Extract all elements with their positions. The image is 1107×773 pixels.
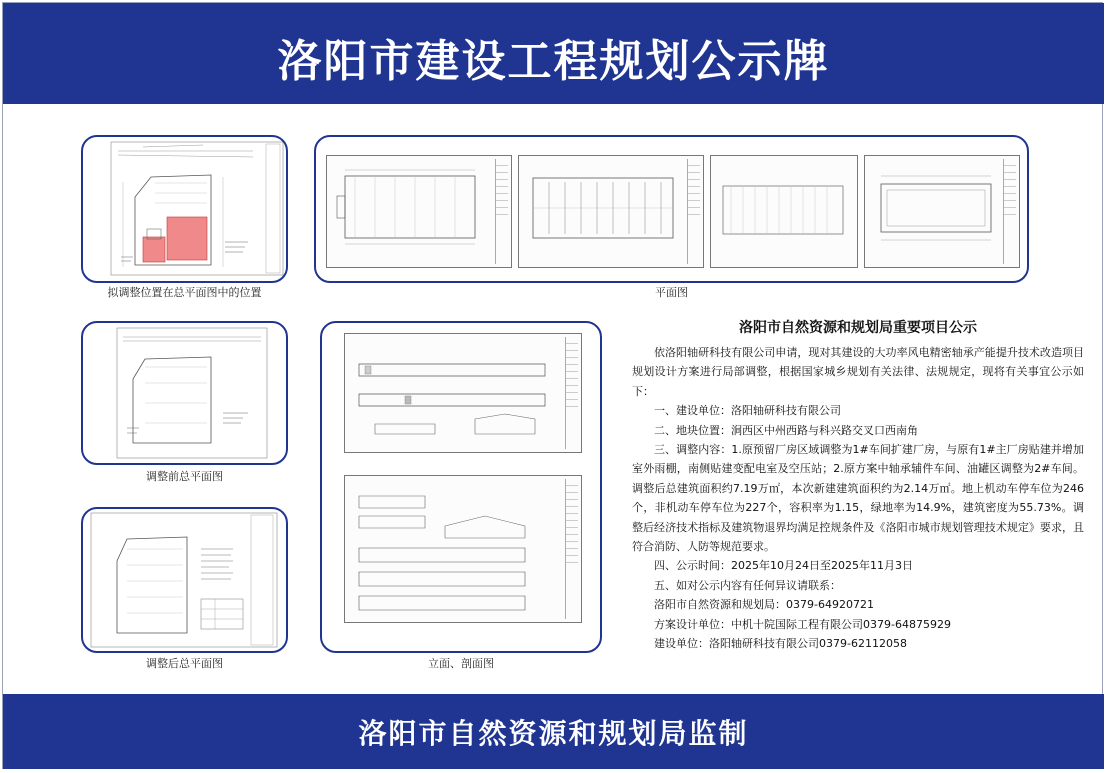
elevation-sheet-2 (344, 475, 582, 623)
notice-item-5: 五、如对公示内容有任何异议请联系： (654, 578, 841, 592)
notice-contact-1: 洛阳市自然资源和规划局：0379-64920721 (654, 598, 874, 612)
notice-block (632, 317, 1084, 654)
after-plan-panel (81, 507, 288, 653)
notice-item-1: 一、建设单位：洛阳轴研科技有限公司 (654, 404, 841, 418)
caption-before-plan: 调整前总平面图 (146, 470, 223, 483)
before-plan-panel (81, 321, 288, 465)
floor-plan-sheet-1 (326, 155, 512, 268)
notice-item-4: 四、公示时间：2025年10月24日至2025年11月3日 (654, 559, 913, 573)
after-plan-drawing (83, 509, 286, 651)
caption-site-position: 拟调整位置在总平面图中的位置 (107, 286, 262, 299)
site-position-panel (81, 135, 288, 283)
elevation-sheet-1 (344, 333, 582, 453)
elevations-panel (320, 321, 602, 653)
site-position-drawing (83, 137, 286, 281)
caption-elevations: 立面、剖面图 (428, 657, 494, 670)
notice-item-2: 二、地块位置：涧西区中州西路与科兴路交叉口西南角 (654, 423, 918, 437)
floor-plan-sheet-4 (864, 155, 1020, 268)
board-title: 洛阳市建设工程规划公示牌 (277, 36, 830, 87)
caption-after-plan: 调整后总平面图 (146, 657, 223, 670)
footer-banner (3, 694, 1104, 769)
notice-contact-2: 方案设计单位：中机十院国际工程有限公司0379-64875929 (654, 617, 951, 631)
notice-title: 洛阳市自然资源和规划局重要项目公示 (739, 320, 977, 336)
notice-item-3: 三、调整内容：1.原预留厂房区域调整为1#车间扩建厂房，与原有1#主厂房贴建并增加室外雨棚，南侧贴建变配电室及空压站；2.原方案中轴承辅件车间、油罐区调整为2#车间。调整后总建筑面积约7.19万㎡，本次新建建筑面积约为2.14万㎡。地上机动车停车位为246个，非机动车停车位为227个，容积率为1.15，绿地率为14.9%，建筑密度为55.73%。调整后经济技术指标及建筑物退界均满足控规条件及《洛阳市城市规划管理技术规定》要求，且符合消防、人防等规范要求。 (632, 443, 1084, 554)
floor-plan-sheet-3 (710, 155, 858, 268)
notice-intro: 依洛阳轴研科技有限公司申请，现对其建设的大功率风电精密轴承产能提升技术改造项目规划设计方案进行局部调整，根据国家城乡规划有关法律、法规规定，现将有关事宜公示如下： (632, 346, 1084, 398)
before-plan-drawing (83, 323, 286, 463)
floor-plans-panel (314, 135, 1029, 283)
caption-floor-plans: 平面图 (655, 286, 688, 299)
header-banner (3, 3, 1104, 104)
floor-plan-sheet-2 (518, 155, 704, 268)
notice-contact-3: 建设单位：洛阳轴研科技有限公司0379-62112058 (654, 637, 907, 651)
footer-title: 洛阳市自然资源和规划局监制 (358, 717, 749, 750)
